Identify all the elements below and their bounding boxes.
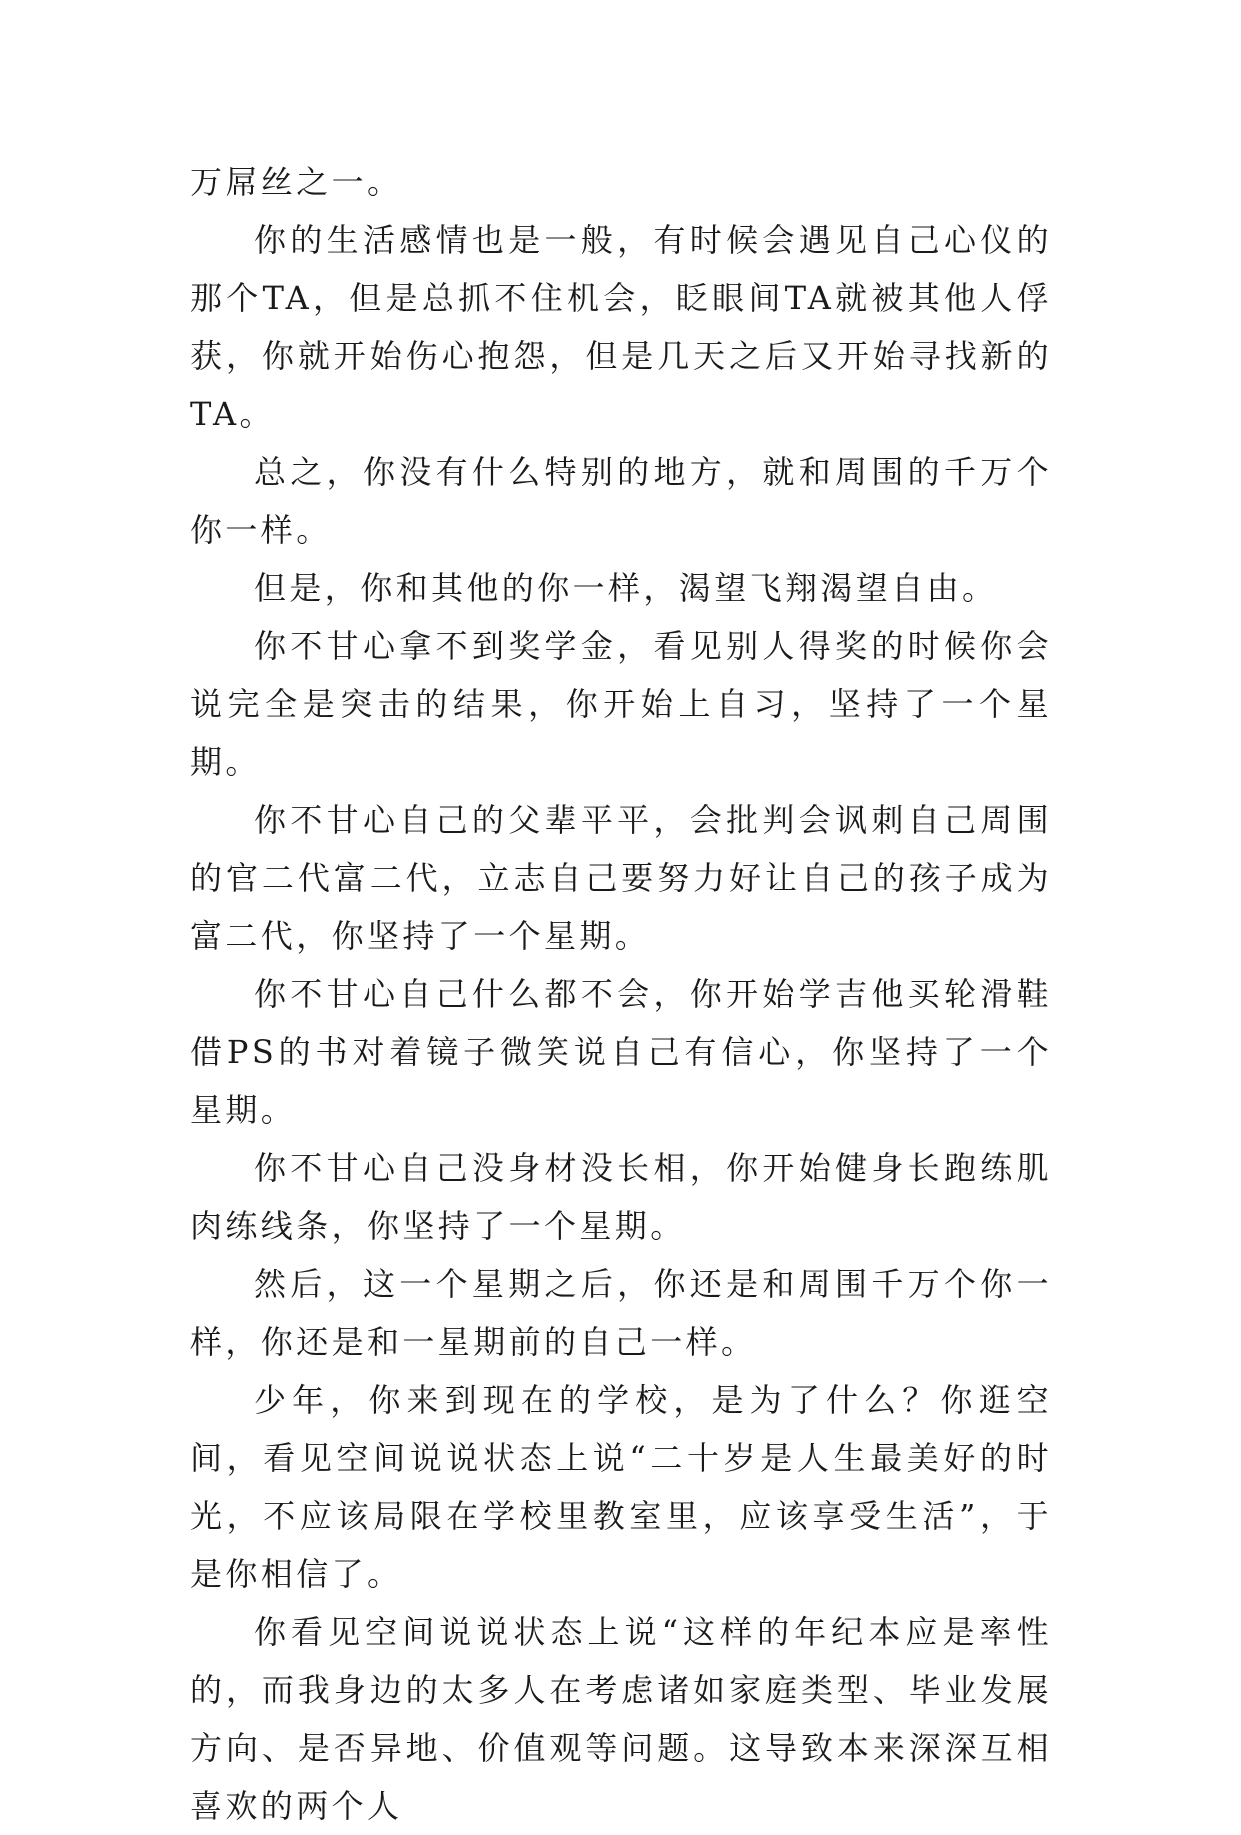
paragraph: 你不甘心自己什么都不会，你开始学吉他买轮滑鞋借PS的书对着镜子微笑说自己有信心，你坚持了一个星期。	[190, 975, 1052, 1129]
paragraph: 你的生活感情也是一般，有时候会遇见自己心仪的那个TA，但是总抓不住机会，眨眼间TA就被其他人俘获，你就开始伤心抱怨，但是几天之后又开始寻找新的TA。	[190, 221, 1052, 433]
paragraph: 万屌丝之一。	[190, 163, 403, 201]
paragraph: 你不甘心自己的父辈平平，会批判会讽刺自己周围的官二代富二代，立志自己要努力好让自己的孩子成为富二代，你坚持了一个星期。	[190, 801, 1052, 955]
paragraph: 少年，你来到现在的学校，是为了什么？你逛空间，看见空间说说状态上说“二十岁是人生最美好的时光，不应该局限在学校里教室里，应该享受生活”，于是你相信了。	[190, 1381, 1052, 1593]
paragraph: 你看见空间说说状态上说“这样的年纪本应是率性的，而我身边的太多人在考虑诸如家庭类型、毕业发展方向、是否异地、价值观等问题。这导致本来深深互相喜欢的两个人	[190, 1613, 1052, 1825]
document-body	[190, 153, 1052, 1835]
paragraph: 你不甘心自己没身材没长相，你开始健身长跑练肌肉练线条，你坚持了一个星期。	[190, 1149, 1052, 1245]
paragraph: 总之，你没有什么特别的地方，就和周围的千万个你一样。	[190, 453, 1052, 549]
paragraph: 然后，这一个星期之后，你还是和周围千万个你一样，你还是和一星期前的自己一样。	[190, 1265, 1052, 1361]
paragraph: 但是，你和其他的你一样，渴望飞翔渴望自由。	[254, 569, 998, 607]
paragraph: 你不甘心拿不到奖学金，看见别人得奖的时候你会说完全是突击的结果，你开始上自习，坚持了一个星期。	[190, 627, 1052, 781]
